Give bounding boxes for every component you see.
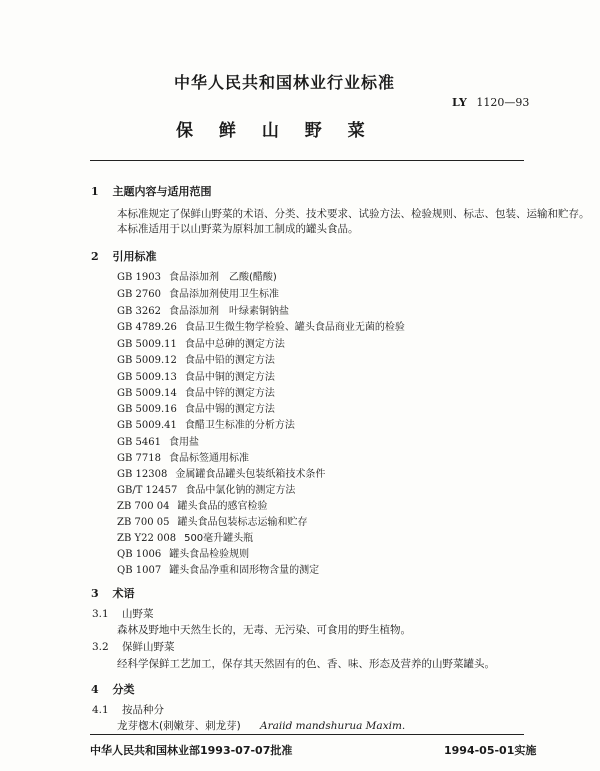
- reference-title: 罐头食品检验规则: [169, 549, 250, 560]
- reference-item: [117, 449, 249, 464]
- section-1-paragraph: 本标准适用于以山野菜为原料加工制成的罐头食品。: [117, 223, 359, 235]
- reference-item: [117, 481, 295, 496]
- reference-title: 罐头食品包装标志运输和贮存: [177, 517, 308, 528]
- subsection-4-1-heading: [92, 702, 164, 717]
- reference-item: [117, 513, 307, 528]
- reference-item: [117, 268, 277, 283]
- reference-title: 食用盐: [168, 437, 199, 448]
- reference-item: [117, 497, 267, 512]
- reference-code: GB 5009.41: [117, 420, 177, 431]
- reference-title: 食品中锌的测定方法: [184, 388, 275, 399]
- standard-code-number: 1120—93: [476, 96, 530, 109]
- reference-title: 罐头食品净重和固形物含量的测定: [169, 565, 320, 576]
- doc-title: 保 鲜 山 野 菜: [176, 121, 375, 141]
- reference-item: [117, 561, 319, 576]
- reference-title: 食品中氯化钠的测定方法: [185, 485, 296, 496]
- reference-code: GB 2760: [117, 289, 161, 300]
- reference-title: 500毫升罐头瓶: [184, 533, 254, 544]
- subsection-number: 4.1: [92, 704, 109, 716]
- term-name: 山野菜: [122, 608, 154, 620]
- term-3-1-heading: [92, 606, 154, 621]
- footer-rule: [90, 734, 524, 735]
- section-1-number: 1: [91, 185, 99, 198]
- reference-code: GB 5009.12: [117, 355, 177, 366]
- reference-item: [117, 368, 275, 383]
- reference-item: [117, 433, 199, 448]
- term-definition: 经科学保鲜工艺加工，保存其天然固有的色、香、味、形态及营养的山野菜罐头。: [117, 658, 495, 670]
- reference-code: ZB 700 05: [117, 517, 170, 528]
- section-3-title: 术语: [112, 587, 135, 600]
- reference-item: [117, 400, 275, 415]
- term-number: 3.2: [92, 641, 109, 653]
- reference-code: GB 4789.26: [117, 322, 177, 333]
- section-1-paragraph: 本标准规定了保鲜山野菜的术语、分类、技术要求、试验方法、检验规则、标志、包装、运输和贮存。: [117, 208, 590, 220]
- reference-title: 食品标签通用标准: [168, 453, 249, 464]
- section-2-heading: [91, 248, 157, 264]
- reference-title: 罐头食品的感官检验: [177, 501, 268, 512]
- reference-item: [117, 545, 249, 560]
- reference-item: [117, 335, 285, 350]
- reference-item: [117, 318, 405, 333]
- effective-date: 1994-05-01实施: [444, 744, 537, 757]
- subsection-title: 按品种分: [122, 704, 165, 716]
- reference-item: [117, 384, 275, 399]
- reference-title: 食品添加剂使用卫生标准: [168, 289, 279, 300]
- variety-chinese-name: 龙芽楤木(刺嫩芽、刺龙芽): [117, 720, 241, 732]
- reference-title: 食品卫生微生物学检验、罐头食品商业无菌的检验: [184, 322, 405, 333]
- approval-text: 中华人民共和国林业部1993-07-07批准: [90, 744, 293, 757]
- variety-latin-name: Araiid mandshurua Maxim.: [260, 720, 406, 732]
- standard-code: [452, 96, 529, 109]
- reference-code: GB 5009.14: [117, 388, 177, 399]
- section-1-title: 主题内容与适用范围: [112, 185, 212, 198]
- reference-title: 食品中锡的测定方法: [184, 404, 275, 415]
- reference-item: [117, 351, 275, 366]
- reference-item: [117, 416, 295, 431]
- reference-title: 金属罐食品罐头包装纸箱技术条件: [175, 469, 326, 480]
- section-2-number: 2: [91, 250, 99, 263]
- reference-item: [117, 529, 253, 544]
- reference-item: [117, 302, 289, 317]
- reference-code: GB 5009.16: [117, 404, 177, 415]
- reference-code: GB 5461: [117, 437, 161, 448]
- reference-code: QB 1007: [117, 565, 162, 576]
- section-4-number: 4: [91, 683, 99, 696]
- reference-code: GB 12308: [117, 469, 168, 480]
- reference-code: GB 3262: [117, 306, 161, 317]
- org-title: 中华人民共和国林业行业标准: [174, 73, 396, 92]
- reference-code: GB/T 12457: [117, 485, 178, 496]
- section-3-number: 3: [91, 587, 99, 600]
- reference-code: GB 1903: [117, 272, 161, 283]
- section-1-heading: [91, 183, 212, 199]
- reference-item: [117, 465, 325, 480]
- section-4-title: 分类: [112, 683, 135, 696]
- reference-code: ZB 700 04: [117, 501, 170, 512]
- term-3-2-heading: [92, 639, 175, 654]
- reference-title: 食品中铜的测定方法: [184, 372, 275, 383]
- reference-code: GB 7718: [117, 453, 161, 464]
- standard-code-prefix: LY: [452, 96, 467, 109]
- reference-item: [117, 285, 279, 300]
- section-4-heading: [91, 681, 135, 697]
- section-2-title: 引用标准: [112, 250, 157, 263]
- header-rule: [90, 160, 524, 161]
- reference-title: 食品添加剂 叶绿素铜钠盐: [168, 306, 289, 317]
- section-3-heading: [91, 585, 135, 601]
- reference-code: GB 5009.13: [117, 372, 177, 383]
- reference-title: 食醋卫生标准的分析方法: [184, 420, 295, 431]
- reference-code: GB 5009.11: [117, 339, 177, 350]
- term-number: 3.1: [92, 608, 109, 620]
- term-name: 保鲜山野菜: [122, 641, 175, 653]
- term-definition: 森林及野地中天然生长的，无毒、无污染、可食用的野生植物。: [117, 624, 411, 636]
- reference-title: 食品中铅的测定方法: [184, 355, 275, 366]
- variety-line: [117, 718, 405, 733]
- reference-title: 食品中总砷的测定方法: [184, 339, 285, 350]
- reference-title: 食品添加剂 乙酸(醋酸): [168, 272, 277, 283]
- reference-code: QB 1006: [117, 549, 162, 560]
- reference-code: ZB Y22 008: [117, 533, 177, 544]
